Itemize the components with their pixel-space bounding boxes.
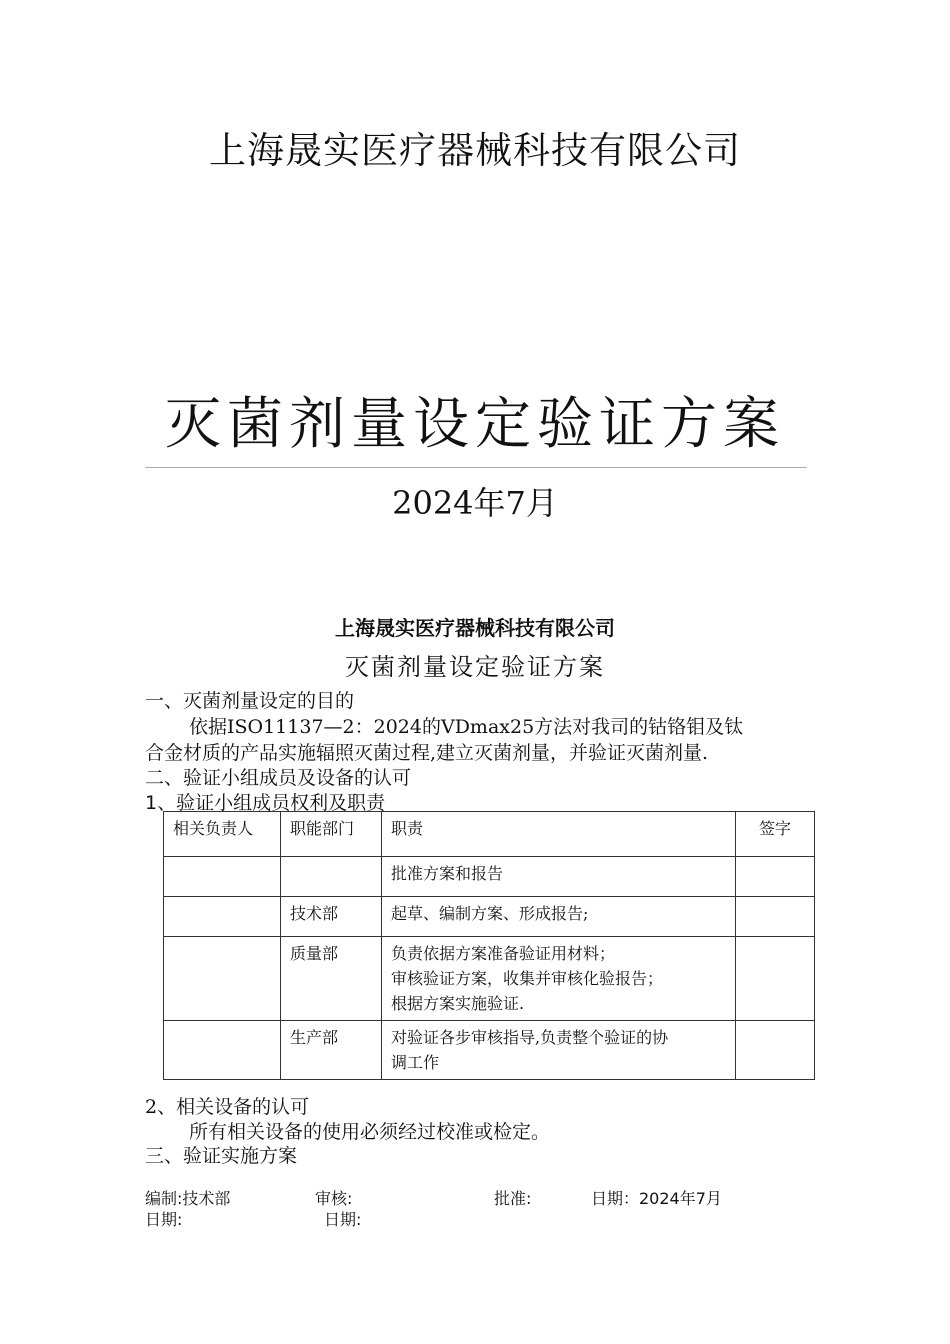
- cell-person: [164, 897, 281, 937]
- cell-department: [281, 857, 382, 897]
- section-1-paragraph-line-1: 依据ISO11137—2：2024的VDmax25方法对我司的钴铬钼及钛: [189, 716, 744, 738]
- duty-line: 起草、编制方案、形成报告;: [391, 904, 589, 923]
- footer-prepared-by: 编制:技术部: [145, 1189, 231, 1208]
- cover-company-name: 上海晟实医疗器械科技有限公司: [209, 129, 741, 172]
- cell-duty: [382, 857, 736, 897]
- section-2-heading: 二、验证小组成员及设备的认可: [145, 767, 412, 789]
- cell-signature: [736, 857, 815, 897]
- doc-title: 灭菌剂量设定验证方案: [345, 653, 605, 681]
- header-person: 相关负责人: [164, 812, 281, 857]
- table-header-row: [164, 812, 815, 857]
- footer-approved-by: 批准:: [494, 1189, 532, 1208]
- footer-date: 日期：2024年7月: [591, 1189, 722, 1208]
- section-1-paragraph-line-2: 合金材质的产品实施辐照灭菌过程,建立灭菌剂量，并验证灭菌剂量.: [145, 742, 709, 764]
- duty-line: 批准方案和报告: [391, 864, 504, 883]
- section-2-2-text: 所有相关设备的使用必须经过校准或检定。: [189, 1121, 551, 1143]
- responsibility-table: [163, 811, 815, 1080]
- cover-title: 灭菌剂量设定验证方案: [165, 392, 785, 457]
- title-divider: [145, 467, 807, 468]
- footer-reviewed-by: 审核:: [315, 1189, 353, 1208]
- duty-line: 调工作: [391, 1053, 440, 1072]
- cell-department: 质量部: [281, 937, 382, 1021]
- cell-signature: [736, 897, 815, 937]
- duty-line: 负责依据方案准备验证用材料；: [391, 944, 616, 963]
- header-duty: 职责: [382, 812, 736, 857]
- cover-date: 2024年7月: [392, 484, 558, 522]
- footer-date-reviewed: 日期:: [324, 1210, 362, 1229]
- cell-department: 生产部: [281, 1021, 382, 1080]
- cell-person: [164, 857, 281, 897]
- table-row: [164, 857, 815, 897]
- table-row: [164, 897, 815, 937]
- table-row: [164, 1021, 815, 1080]
- cell-signature: [736, 1021, 815, 1080]
- cell-department: 技术部: [281, 897, 382, 937]
- section-2-2-heading: 2、相关设备的认可: [145, 1096, 310, 1118]
- cell-signature: [736, 937, 815, 1021]
- duty-line: 审核验证方案，收集并审核化验报告；: [391, 969, 664, 988]
- section-3-heading: 三、验证实施方案: [145, 1145, 298, 1167]
- table-row: [164, 937, 815, 1021]
- section-2-1-heading: 1、验证小组成员权利及职责: [145, 792, 386, 814]
- header-department: 职能部门: [281, 812, 382, 857]
- header-signature: 签字: [736, 812, 815, 857]
- footer-date-prepared: 日期:: [145, 1210, 183, 1229]
- cell-person: [164, 1021, 281, 1080]
- duty-line: 根据方案实施验证.: [391, 994, 525, 1013]
- cell-duty: [382, 1021, 736, 1080]
- cell-duty: [382, 937, 736, 1021]
- cell-person: [164, 937, 281, 1021]
- section-1-heading: 一、灭菌剂量设定的目的: [145, 690, 355, 712]
- duty-line: 对验证各步审核指导,负责整个验证的协: [391, 1028, 669, 1047]
- doc-company-name: 上海晟实医疗器械科技有限公司: [335, 616, 615, 640]
- cell-duty: [382, 897, 736, 937]
